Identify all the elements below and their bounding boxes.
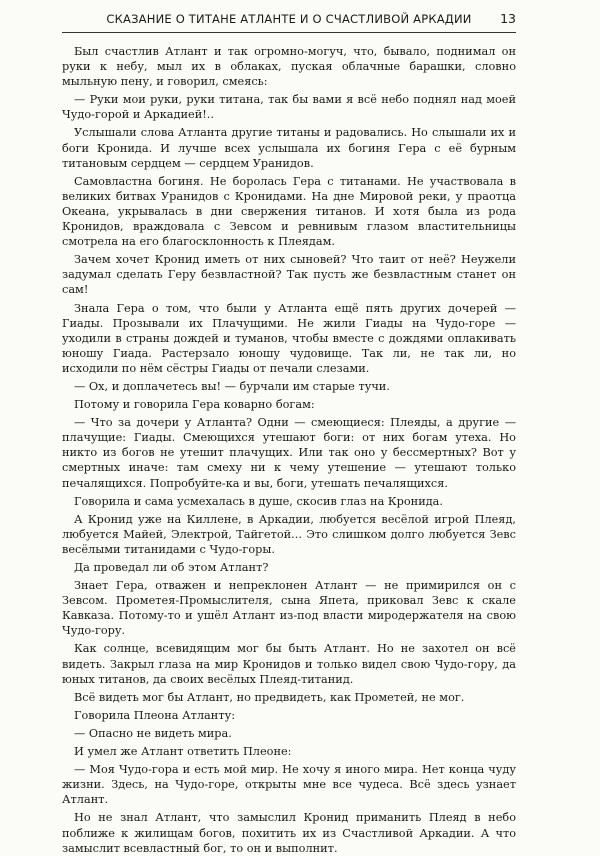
- paragraph: Да проведал ли об этом Атлант?: [74, 561, 269, 574]
- paragraph: — Руки мои руки, руки титана, так бы вами я всё небо поднял над моей Чудо-горой и Аркадией!..: [62, 93, 516, 122]
- paragraph: Был счастлив Атлант и так огромно-могуч, что, бывало, поднимал он руки к небу, мыл их в облаках, пуская облачные барашки, словно мыльную пену, и говорил, смеясь:: [62, 45, 516, 89]
- paragraph: Услышали слова Атланта другие титаны и радовались. Но слышали их и боги Кронида. И лучше всех услышала их богиня Гера с её бурным титановым сердцем — сердцем Уранидов.: [62, 126, 516, 170]
- paragraph: Говорила Плеона Атланту:: [74, 708, 236, 722]
- paragraph: — Опасно не видеть мира.: [74, 726, 232, 740]
- paragraph: Знала Гера о том, что были у Атланта ещё пять других дочерей — Гиады. Прозывали их Плачущими. Не жили Гиады на Чудо-горе — уходили в страны дождей и туманов, чтобы вместе с дождями оплакивать юношу Гиада. Растерзало юношу чудовище. Так ли, не так ли, но исходили по нём сёстры Гиады от печали слезами.: [62, 301, 516, 375]
- paragraph: Потому и говорила Гера коварно богам:: [74, 398, 315, 412]
- paragraph: Как солнце, всевидящим мог бы быть Атлант. Но не захотел он всё видеть. Закрыл глаза на мир Кронидов и только видел свою Чудо-гору, да юных титанов, да своих весёлых Плеяд-титанид.: [62, 642, 516, 686]
- paragraph: Но не знал Атлант, что замыслил Кронид приманить Плеяд в небо поближе к жилищам богов, похитить их из Счастливой Аркадии. А что замыслит всевластный бог, то он и выполнит.: [62, 811, 516, 855]
- running-head-title: СКАЗАНИЕ О ТИТАНЕ АТЛАНТЕ И О СЧАСТЛИВОЙ АРКАДИИ: [106, 12, 472, 26]
- paragraph: Самовластна богиня. Не боролась Гера с титанами. Не участвовала в великих битвах Уранидов с Кронидами. На дне Мировой реки, у праотца Океана, укрывалась в дни свержения титанов. И хотя была из рода Кронидов, враждовала с Зевсом и ревнивым глазом властительницы смотрела на его благосклонность к Плеядам.: [62, 174, 516, 249]
- paragraph: Всё видеть мог бы Атлант, но предвидеть, как Прометей, не мог.: [74, 690, 465, 704]
- body-text: [62, 44, 516, 855]
- running-header: [62, 10, 516, 33]
- paragraph: Зачем хочет Кронид иметь от них сыновей? Что таит от неё? Неужели задумал сделать Геру безвластной? Так пусть же безвластным станет он сам!: [62, 253, 516, 297]
- paragraph: Знает Гера, отважен и непреклонен Атлант — не примирился он с Зевсом. Прометея-Промыслителя, сына Япета, приковал Зевс к скале Кавказа. Потому-то и ушёл Атлант из-под власти миродержателя на свою Чудо-гору.: [62, 579, 516, 638]
- paragraph: — Ох, и доплачетесь вы! — бурчали им старые тучи.: [74, 379, 390, 393]
- paragraph: — Что за дочери у Атланта? Одни — смеющиеся: Плеяды, а другие — плачущие: Гиады. Смеющихся утешают боги: от них богам утеха. Но никто из богов не утешит плачущих. Или так оно у бессмертных? Вот у смертных иначе: там смеху ни к чему утешение — утешают только печалящихся. Попробуйте-ка и вы, боги, утешать печалящихся.: [62, 416, 516, 490]
- paragraph: И умел же Атлант ответить Плеоне:: [74, 745, 292, 759]
- paragraph: А Кронид уже на Киллене, в Аркадии, любуется весёлой игрой Плеяд, любуется Майей, Электрой, Тайгетой... Это слишком долго любуется Зевс весёлыми титанидами с Чудо-горы.: [62, 512, 516, 556]
- page-number: 13: [500, 11, 516, 26]
- paragraph: — Моя Чудо-гора и есть мой мир. Не хочу я иного мира. Нет конца чуду жизни. Здесь, на Чудо-горе, открыты мне все чудеса. Всё здесь узнает Атлант.: [62, 763, 516, 807]
- paragraph: Говорила и сама усмехалась в душе, скосив глаз на Кронида.: [74, 494, 444, 508]
